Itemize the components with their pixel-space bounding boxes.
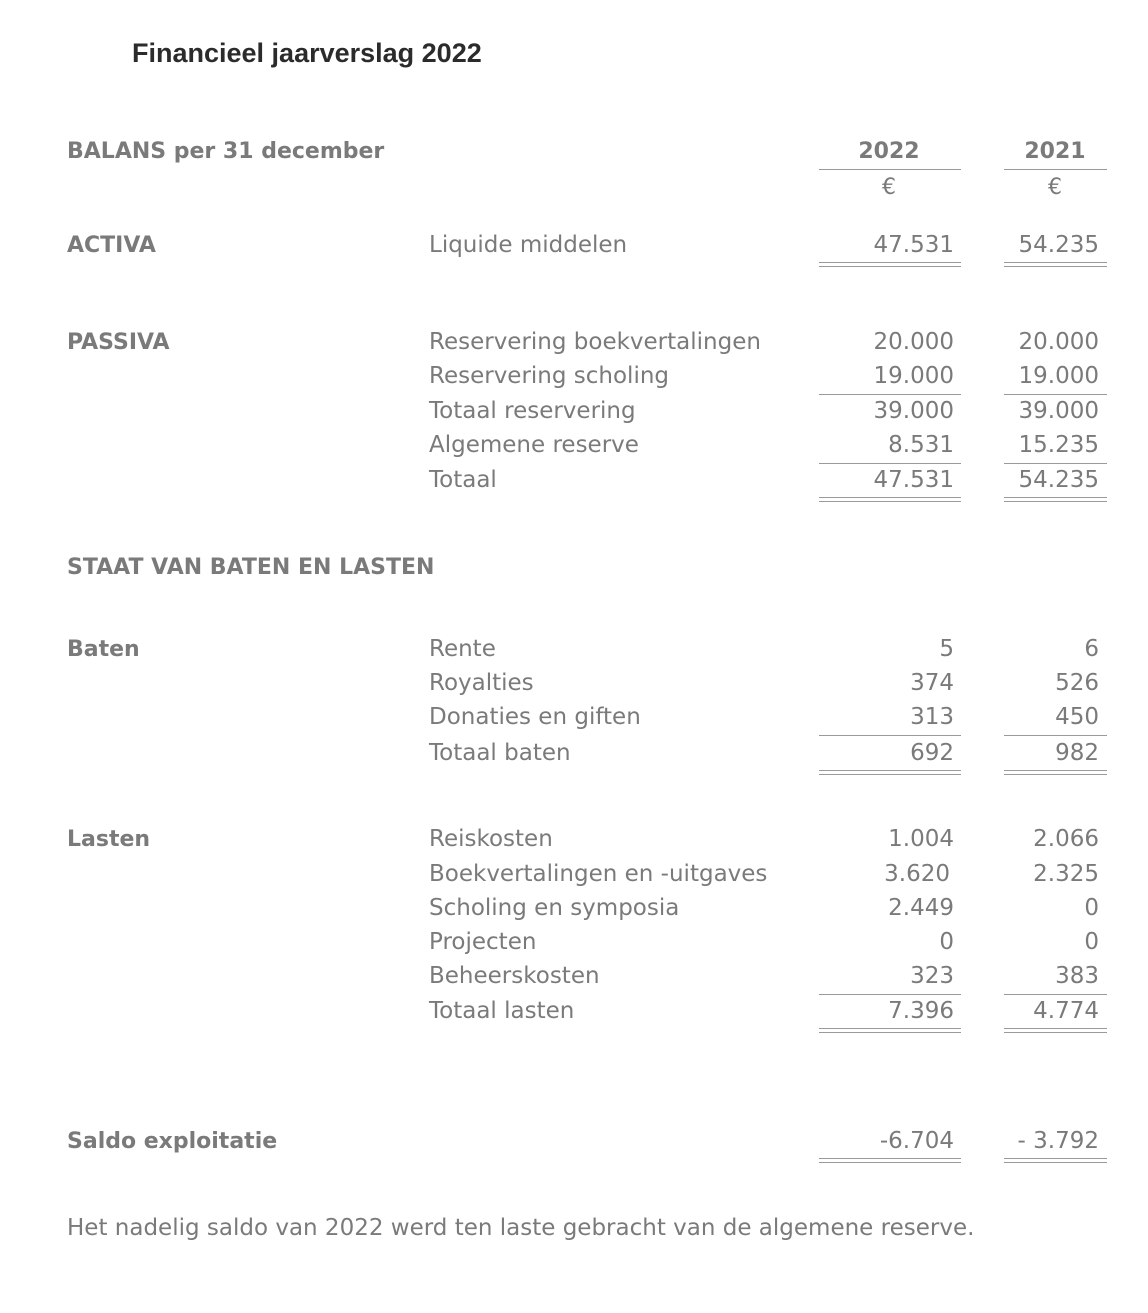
- baten-total-rule-2021: [1004, 735, 1107, 736]
- baten-total-rule-2022: [819, 735, 961, 736]
- lasten-row-2022: 323: [910, 963, 954, 989]
- passiva-row-2022: 8.531: [888, 432, 954, 458]
- baten-row-2021: 450: [1055, 704, 1099, 730]
- passiva-row-2021: 19.000: [1018, 363, 1099, 389]
- passiva-double-rule-2022: [819, 497, 961, 502]
- saldo-label: Saldo exploitatie: [67, 1129, 278, 1154]
- lasten-row-2021: 2.066: [1033, 826, 1099, 852]
- currency-2021: €: [1048, 175, 1062, 200]
- passiva-row-2021: 20.000: [1018, 329, 1099, 355]
- baten-double-rule-2021: [1004, 770, 1107, 775]
- baten-row-2022: 5: [939, 636, 954, 662]
- lasten-row-2022: 0: [939, 929, 954, 955]
- footnote: Het nadelig saldo van 2022 werd ten laste gebracht van de algemene reserve.: [67, 1215, 975, 1241]
- passiva-total-2021: 54.235: [1018, 467, 1099, 493]
- lasten-row-2022: 1.004: [888, 826, 954, 852]
- passiva-row-label: Reservering scholing: [429, 363, 670, 389]
- balans-heading: BALANS per 31 december: [67, 139, 385, 164]
- passiva-total-2022: 47.531: [873, 467, 954, 493]
- baten-row-2021: 6: [1084, 636, 1099, 662]
- staat-heading: STAAT VAN BATEN EN LASTEN: [67, 555, 435, 580]
- lasten-total-rule-2022: [819, 994, 961, 995]
- baten-row-2021: 526: [1055, 670, 1099, 696]
- saldo-2021: - 3.792: [1017, 1128, 1099, 1154]
- baten-double-rule-2022: [819, 770, 961, 775]
- total-rule-2022: [819, 463, 961, 464]
- activa-row-2021: 54.235: [1018, 232, 1099, 258]
- lasten-total-2022: 7.396: [888, 998, 954, 1024]
- baten-row-2022: 374: [910, 670, 954, 696]
- lasten-row-2021: 0: [1084, 929, 1099, 955]
- passiva-row-label: Reservering boekvertalingen: [429, 329, 761, 355]
- baten-total-label: Totaal baten: [429, 740, 571, 766]
- activa-row-label: Liquide middelen: [429, 232, 628, 258]
- lasten-total-label: Totaal lasten: [429, 998, 575, 1024]
- lasten-row-label: Scholing en symposia: [429, 895, 680, 921]
- lasten-row-label: Beheerskosten: [429, 963, 600, 989]
- lasten-total-rule-2021: [1004, 994, 1107, 995]
- passiva-row-2022: 39.000: [873, 398, 954, 424]
- lasten-heading: Lasten: [67, 827, 151, 852]
- passiva-total-label: Totaal: [429, 467, 497, 493]
- activa-double-rule-2022: [819, 262, 961, 267]
- lasten-total-2021: 4.774: [1033, 998, 1099, 1024]
- currency-2022: €: [882, 175, 896, 200]
- activa-heading: ACTIVA: [67, 233, 156, 258]
- baten-heading: Baten: [67, 637, 140, 662]
- year-header-2022: 2022: [858, 139, 920, 164]
- passiva-row-label: Algemene reserve: [429, 432, 639, 458]
- lasten-row-2021: 2.325: [1033, 861, 1099, 887]
- passiva-row-label: Totaal reservering: [429, 398, 636, 424]
- passiva-double-rule-2021: [1004, 497, 1107, 502]
- activa-row-2022: 47.531: [873, 232, 954, 258]
- subtotal-rule-2021: [1004, 394, 1107, 395]
- passiva-heading: PASSIVA: [67, 330, 170, 355]
- subtotal-rule-2022: [819, 394, 961, 395]
- passiva-row-2021: 15.235: [1018, 432, 1099, 458]
- year-header-2021: 2021: [1024, 139, 1086, 164]
- baten-row-label: Rente: [429, 636, 496, 662]
- baten-total-2022: 692: [910, 740, 954, 766]
- lasten-row-label: Reiskosten: [429, 826, 553, 852]
- lasten-double-rule-2022: [819, 1028, 961, 1033]
- total-rule-2021: [1004, 463, 1107, 464]
- header-rule-2022: [819, 169, 961, 170]
- saldo-double-rule-2022: [819, 1158, 961, 1163]
- passiva-row-2021: 39.000: [1018, 398, 1099, 424]
- passiva-row-2022: 19.000: [873, 363, 954, 389]
- passiva-row-2022: 20.000: [873, 329, 954, 355]
- lasten-row-label: Boekvertalingen en -uitgaves: [429, 861, 768, 887]
- baten-row-2022: 313: [910, 704, 954, 730]
- lasten-row-label: Projecten: [429, 929, 537, 955]
- baten-total-2021: 982: [1055, 740, 1099, 766]
- lasten-double-rule-2021: [1004, 1028, 1107, 1033]
- document-title: Financieel jaarverslag 2022: [132, 38, 482, 68]
- saldo-double-rule-2021: [1004, 1158, 1107, 1163]
- baten-row-label: Royalties: [429, 670, 534, 696]
- saldo-2022: -6.704: [879, 1128, 954, 1154]
- lasten-row-2021: 383: [1055, 963, 1099, 989]
- lasten-row-2022: 2.449: [888, 895, 954, 921]
- baten-row-label: Donaties en giften: [429, 704, 641, 730]
- activa-double-rule-2021: [1004, 262, 1107, 267]
- header-rule-2021: [1004, 169, 1107, 170]
- lasten-row-2021: 0: [1084, 895, 1099, 921]
- lasten-row-2022: 3.620: [884, 861, 950, 887]
